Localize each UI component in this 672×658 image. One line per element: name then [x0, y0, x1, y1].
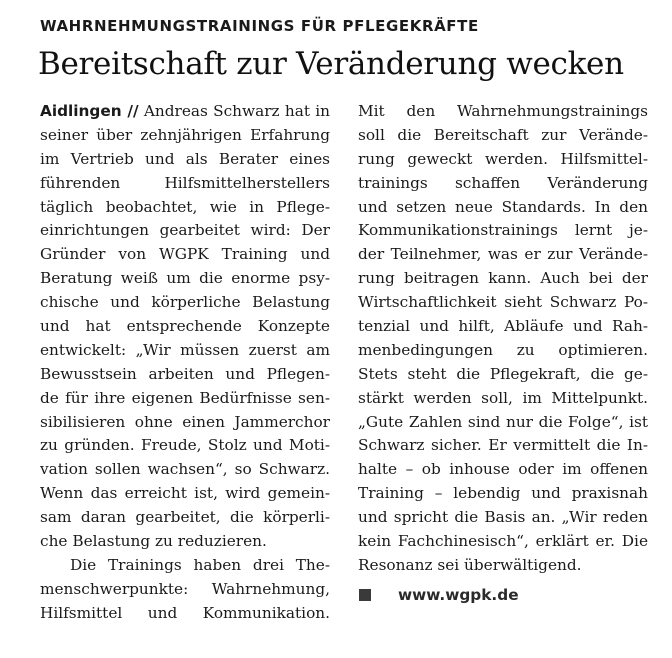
- body-line: Wenn das erreicht ist, wird gemein-: [40, 484, 330, 503]
- body-line: Training – lebendig und praxisnah: [358, 484, 648, 503]
- body-line: menschwerpunkte: Wahrnehmung,: [40, 579, 330, 598]
- body-line: halte – ob inhouse oder im offenen: [358, 460, 648, 479]
- body-line: Stets steht die Pflegekraft, die ge-: [358, 364, 648, 383]
- body-line: zu gründen. Freude, Stolz und Moti-: [40, 436, 330, 455]
- article-kicker: WAHRNEHMUNGSTRAININGS FÜR PFLEGEKRÄFTE: [40, 17, 479, 35]
- body-line: menbedingungen zu optimieren.: [358, 340, 648, 359]
- body-line: de für ihre eigenen Bedürfnisse sen-: [40, 388, 330, 407]
- body-line: seiner über zehnjährigen Erfahrung: [40, 125, 330, 144]
- body-line: rung beitragen kann. Auch bei der: [358, 269, 648, 288]
- body-line: kein Fachchinesisch“, erklärt er. Die: [358, 532, 648, 551]
- body-line: Gründer von WGPK Training und: [40, 245, 330, 264]
- body-line: Hilfsmittel und Kommunikation.: [40, 603, 330, 622]
- body-line: sam daran gearbeitet, die körperli-: [40, 508, 330, 527]
- body-line: und setzen neue Standards. In den: [358, 197, 648, 216]
- body-line: Kommunikationstrainings lernt je-: [358, 221, 648, 240]
- body-line: und spricht die Basis an. „Wir reden: [358, 508, 648, 527]
- body-line: der Teilnehmer, was er zur Verände-: [358, 245, 648, 264]
- body-line: Beratung weiß um die enorme psy-: [40, 269, 330, 288]
- body-line: „Gute Zahlen sind nur die Folge“, ist: [358, 412, 648, 431]
- body-line: führenden Hilfsmittelherstellers: [40, 173, 330, 192]
- website-reference: [359, 586, 519, 604]
- body-line: soll die Bereitschaft zur Verände-: [358, 125, 648, 144]
- body-line: Schwarz sicher. Er vermittelt die In-: [358, 436, 648, 455]
- body-line: einrichtungen gearbeitet wird: Der: [40, 221, 330, 240]
- website-link[interactable]: www.wgpk.de: [398, 586, 519, 604]
- body-line: Die Trainings haben drei The-: [70, 555, 330, 574]
- body-line: entwickelt: „Wir müssen zuerst am: [40, 340, 330, 359]
- body-line: und hat entsprechende Konzepte: [40, 317, 330, 336]
- article-column-right: [358, 100, 648, 578]
- square-bullet-icon: [359, 589, 371, 601]
- body-line: Mit den Wahrnehmungstrainings: [358, 102, 648, 120]
- body-line: Wirtschaftlichkeit sieht Schwarz Po-: [358, 293, 648, 312]
- body-line: sibilisieren ohne einen Jammerchor: [40, 412, 330, 431]
- body-line: im Vertrieb und als Berater eines: [40, 149, 330, 168]
- body-line: vation sollen wachsen“, so Schwarz.: [40, 460, 330, 479]
- article-headline: Bereitschaft zur Veränderung wecken: [38, 46, 624, 82]
- body-text: Andreas Schwarz hat in: [138, 102, 331, 120]
- body-line: täglich beobachtet, wie in Pflege-: [40, 197, 330, 216]
- body-line: stärkt werden soll, im Mittelpunkt.: [358, 388, 648, 407]
- article-column-left: [40, 100, 330, 626]
- body-line: che Belastung zu reduzieren.: [40, 532, 267, 551]
- body-line: Resonanz sei überwältigend.: [358, 555, 582, 574]
- body-line: tenzial und hilft, Abläufe und Rah-: [358, 317, 648, 336]
- body-line: rung geweckt werden. Hilfsmittel-: [358, 149, 648, 168]
- body-line: trainings schaffen Veränderung: [358, 173, 648, 192]
- body-line: Bewusstsein arbeiten und Pflegen-: [40, 364, 330, 383]
- body-line: chische und körperliche Belastung: [40, 293, 330, 312]
- article-dateline: Aidlingen //: [40, 102, 139, 120]
- body-line: [40, 100, 330, 124]
